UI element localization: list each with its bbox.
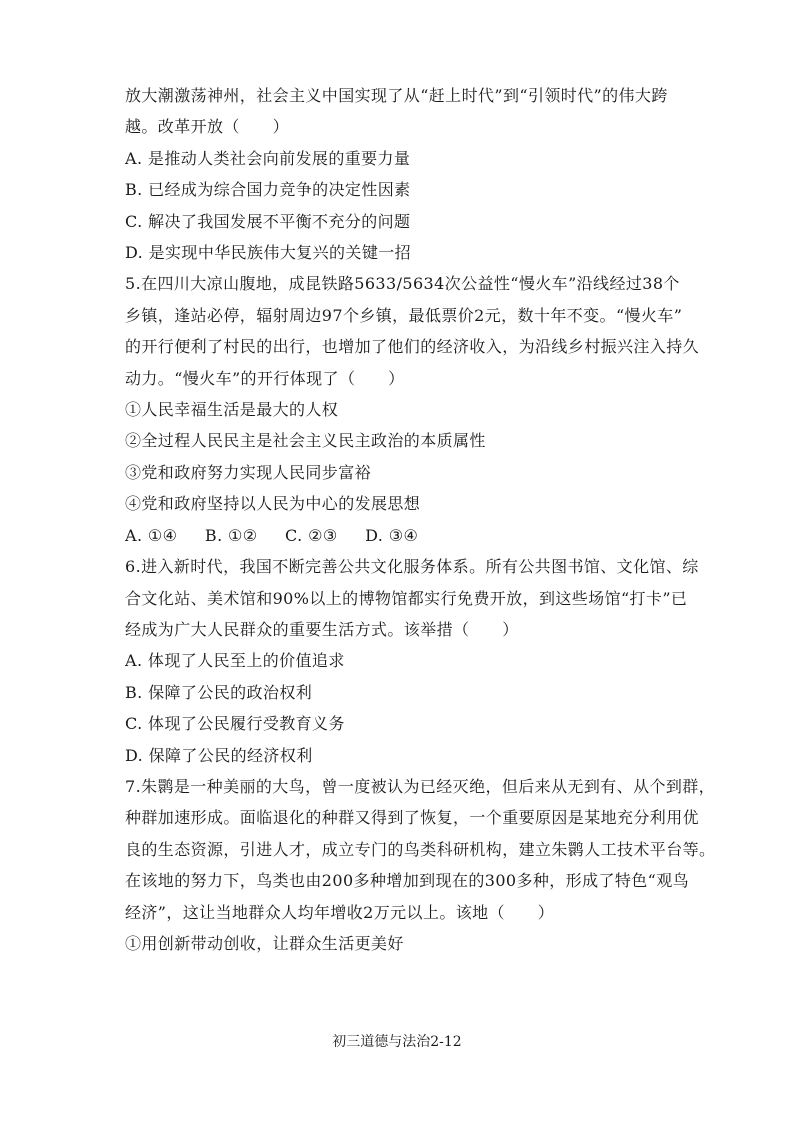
option-a: A. ①④ bbox=[125, 525, 178, 545]
text-line: 放大潮激荡神州，社会主义中国实现了从“赶上时代”到“引领时代”的伟大跨 bbox=[125, 86, 668, 105]
statement-1: ①人民幸福生活是最大的人权 bbox=[125, 400, 339, 420]
statement-3: ③党和政府努力实现人民同步富裕 bbox=[125, 462, 372, 482]
text-line: 合文化站、美术馆和90%以上的博物馆都实行免费开放，到这些场馆“打卡”已 bbox=[125, 588, 688, 608]
text-line: 在该地的努力下，鸟类也由200多种增加到现在的300多种，形成了特色“观鸟 bbox=[125, 871, 690, 891]
option-b: B. ①② bbox=[204, 525, 258, 545]
text-line: 乡镇，逢站必停，辐射周边97个乡镇，最低票价2元，数十年不变。“慢火车” bbox=[125, 305, 683, 325]
question-5-options bbox=[125, 520, 710, 551]
option-b: B. 已经成为综合国力竞争的决定性因素 bbox=[125, 180, 411, 200]
option-c: C. 体现了公民履行受教育义务 bbox=[125, 714, 345, 734]
text-line: 的开行便利了村民的出行，也增加了他们的经济收入，为沿线乡村振兴注入持久 bbox=[125, 337, 700, 357]
option-d: D. 是实现中华民族伟大复兴的关键一招 bbox=[125, 243, 412, 263]
text-line: 种群加速形成。面临退化的种群又得到了恢复，一个重要原因是某地充分利用优 bbox=[125, 808, 700, 828]
question-6-stem: 6.进入新时代，我国不断完善公共文化服务体系。所有公共图书馆、文化馆、综 bbox=[125, 557, 699, 577]
text-line: 动力。“慢火车”的开行体现了（ ） bbox=[125, 368, 405, 388]
question-5-stem: 5.在四川大凉山腹地，成昆铁路5633/5634次公益性“慢火车”沿线经过38个 bbox=[125, 274, 680, 294]
text-line: 经成为广大人民群众的重要生活方式。该举措（ ） bbox=[125, 619, 519, 639]
option-d: D. ③④ bbox=[365, 525, 419, 545]
option-b: B. 保障了公民的政治权利 bbox=[125, 682, 313, 702]
question-content bbox=[125, 80, 716, 959]
text-line: 良的生态资源，引进人才，成立专门的鸟类科研机构，建立朱鹮人工技术平台等。 bbox=[125, 839, 716, 859]
option-a: A. 体现了人民至上的价值追求 bbox=[125, 651, 345, 671]
option-c: C. ②③ bbox=[285, 525, 338, 545]
option-c: C. 解决了我国发展不平衡不充分的问题 bbox=[125, 211, 411, 231]
text-line: 越。改革开放（ ） bbox=[125, 117, 290, 137]
text-line: 经济”，这让当地群众人均年增收2万元以上。该地（ ） bbox=[125, 902, 555, 922]
page-footer: 初三道德与法治2-12 bbox=[332, 1034, 462, 1050]
statement-1: ①用创新带动创收，让群众生活更美好 bbox=[125, 933, 404, 953]
option-d: D. 保障了公民的经济权利 bbox=[125, 745, 313, 765]
option-a: A. 是推动人类社会向前发展的重要力量 bbox=[125, 148, 411, 168]
statement-2: ②全过程人民民主是社会主义民主政治的本质属性 bbox=[125, 431, 486, 451]
question-7-stem: 7.朱鹮是一种美丽的大鸟，曾一度被认为已经灭绝，但后来从无到有、从个到群， bbox=[125, 776, 716, 796]
statement-4: ④党和政府坚持以人民为中心的发展思想 bbox=[125, 494, 421, 514]
